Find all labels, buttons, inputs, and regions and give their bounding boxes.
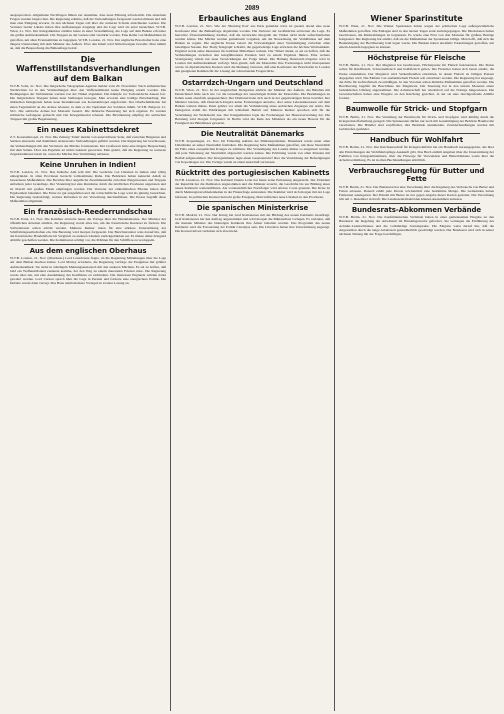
article-headline: Ostarrdzch-Ungarn und Deutschland: [182, 78, 323, 87]
article-separator: [189, 76, 316, 77]
article-headline: Bundesrats-Abkommen Verbände: [351, 205, 482, 214]
article-separator: [189, 166, 316, 167]
column-1: [6, 13, 170, 711]
article: [339, 136, 494, 162]
article-body: W.T.B. London, 21. Nov. Wie der 'Morning Post' aus Paris gemeldet wird, ist gestern abend eine neue Konferenz über die Balkanfrage abgehalten worden. Die Vertreter der Großmächte erörterten die Lage. Es herrschte Übereinstimmung darüber, daß die territoriale Integrität der Türkei nicht mehr aufrechterhalten werden könne. Die Mächte werden gemeinsam vorgehen, um die Neuordnung der Verhältnisse auf dem Balkan zu regeln. Die englische Presse betont die Notwendigkeit einer Verständigung zwischen allen beteiligten Staaten. Der 'Daily Telegraph' schreibt, die gegenwärtige Lage erfordere die höchste Wachsamkeit. England werde seine Interessen im östlichen Mittelmeer wahren. Die 'Times' meint, es sei zu hoffen, daß die Verhandlungen zwischen den kriegführenden Parteien bald zu einem Ergebnis führen. Eine weitere Verzögerung würde nur neue Verwicklungen zur Folge haben. Die Haltung Österreich-Ungarns wird in London mit Aufmerksamkeit verfolgt. Man glaubt, daß die Monarchie ihre Forderungen nicht überspannen werde. In diplomatischen Kreisen wird die Meinung vertreten, daß eine Konferenz der Botschafter in London den geeigneten Rahmen für die Lösung der schwebenden Fragen bilde.: [175, 24, 330, 74]
article-body: W.T.B. Lissabon, 21. Nov. Das Kabinett Duarte Leite hat heute seine Entlassung eingereicht. Der Präsident der Republik hat die Demission angenommen und die Minister ersucht, die Geschäfte bis zur Bildung eines neuen Kabinetts weiterzuführen. Als voraussichtlicher Nachfolger wird Afonso Costa genannt. Die Krise ist durch Meinungsverschiedenheiten in der Finanzfrage entstanden. Die Kammer wird sich morgen mit der Lage befassen. In politischen Kreisen herrscht große Erregung. Man befürchtet neue Unruhen in den Provinzen.: [175, 178, 330, 199]
article-body: Z.T. Konstantinopel, 21. Nov. Die Zeitung 'Tanin' meldet von unterrichteter Seite, daß zwischen Bulgarien und Serbien einerseits und Rumänien andererseits Verhandlungen geführt werden. Die Regierung hat beschlossen, die Verhandlungen mit den Vertretern der Mächte fortzusetzen. Der Großwesir hatte eine längere Besprechung mit dem Sultan. Über das Ergebnis ist nichts bekannt geworden. Man glaubt, daß die Regierung zu weiteren Zugeständnissen bereit ist, wenn die Mächte ihre Vermittlung anbieten.: [10, 135, 166, 156]
article-headline: Die spanischen Ministerkrise: [196, 203, 309, 212]
article-body: W.T.B. Paris, 21. Nov. Die Kammer erörterte heute die Vorlage über die Handelsmarine. Der Minister der öffentlichen Arbeiten erklärte, die Regierung werde alles tun, um die französische Reederei zu fördern. Die Subventionen sollen erhöht werden. Mehrere Redner traten für eine stärkere Unterstützung der Schiffahrtsgesellschaften ein. Die Beratung wird morgen fortgesetzt. Der Berichterstatter wies darauf hin, daß die französische Handelsflotte im Vergleich zu anderen Ländern zurückgeblieben sei. Es müsse daher dringend Abhilfe geschaffen werden. Die Kommission schlägt vor, die Prämien für den Schiffbau zu verdoppeln.: [10, 217, 166, 242]
column-3: [334, 13, 498, 711]
article: [339, 206, 494, 236]
article-body: W.T.B. Berlin, 21. Nov. Der Bundesrat hat eine Verordnung über die Regelung des Verbrauchs von Butter und Fetten erlassen. Danach erhält jede Person wöchentlich eine bestimmte Menge. Die Gemeinden haben Fettkarten auszugeben. Der Handel mit Butter ist nur gegen Abgabe dieser Karten gestattet. Die Verordnung tritt am 1. Dezember in Kraft. Die Landeszentralbehörden können Ausnahmen zulassen.: [339, 184, 494, 201]
article-body: W.T.B. Sofia, 21. Nov. Die bulgarische Telegraphen-Agentur meldet vom 20. November: Nach authentischen Nachrichten ist in den Verhandlungen über den Waffenstillstand keine Einigung erzielt worden. Die Bedingungen der Verbündeten werden von der Türkei abgelehnt. Die Kämpfe vor Tschataldscha dauern fort. Die bulgarischen Truppen haben neue Stellungen bezogen. Man erwartet eine baldige Entscheidung. Die türkischen Delegierten haben neue Instruktionen aus Konstantinopel angefordert. Der Oberbefehlshaber hat einen Tagesbefehl an die Armee erlassen, in dem er die Tapferkeit der Soldaten rühmt. W.T.B. Belgrad, 21. Nov. Die serbische Armee hat Monastir besetzt. Die türkische Besatzung hat sich ergeben. Es wurden zahlreiche Gefangene gemacht und viel Kriegsmaterial erbeutet. Die Bevölkerung empfing die serbischen Truppen mit großer Begeisterung.: [10, 84, 166, 121]
article-body: W.T.B. Wien, 21. Nov. Die Wiener Sparkassen haben wegen der politischen Lage außergewöhnliche Maßnahmen getroffen. Die Einlagen sind in den letzten Tagen stark zurückgegangen. Die Direktionen haben beschlossen, die Rückzahlungen zu begrenzen. Es wurde eine Frist von drei Monaten für größere Beträge festgesetzt. Die Regierung hat erklärt, daß sie die Maßnahmen der Sparkassen billige. Man hofft, daß sich die Beunruhigung der Bevölkerung bald legen werde. Die Banken haben ebenfalls Vorkehrungen getroffen, um einem Ansturm begegnen zu können.: [339, 24, 494, 49]
article-separator: [353, 164, 480, 165]
article-headline: Keine Unruhen in Indien!: [39, 160, 137, 169]
article-separator: [353, 133, 480, 134]
article-body: W.T.B. London, 21. Nov. Das Indische Amt teilt mit: Die Gerüchte von Unruhen in Indien sind völlig unbegründet. In allen Provinzen herrscht vollkommene Ruhe. Die Behörden haben keinerlei Anlaß zu besonderen Maßnahmen. Die Berichte über angebliche Zusammenstöße zwischen Eingeborenen und Truppen entbehren jeder Grundlage. Der Vizekönig hat eine Rundreise durch die nördlichen Provinzen angetreten und ist überall mit großen Ehren empfangen worden. Die Vertreter der einheimischen Fürsten haben ihre Ergebenheit bekundet. Die Ernte ist gut ausgefallen und die wirtschaftliche Lage wird als günstig bezeichnet. Die Regierung beabsichtigt, weitere Reformen in der Verwaltung durchzuführen. Die Presse begrüßt diese Maßnahmen allgemein.: [10, 170, 166, 203]
article-separator: [24, 244, 152, 245]
article-body: W.T.B. Berlin, 21. Nov. Die Kaufmännischen Verbände haben in einer gemeinsamen Eingabe an den Bundesrat die Regelung der Arbeitszeit im Handelsgewerbe gefordert. Sie verlangen die Einführung des Achtuhr-Ladenschlusses und die vollständige Sonntagsruhe. Die Eingabe weist darauf hin, daß die Angestellten durch die lange Arbeitszeit gesundheitlich geschädigt werden. Der Bundesrat wird sich in seiner nächsten Sitzung mit der Frage beschäftigen.: [339, 215, 494, 236]
article-headline: Baumwolle für Strick- und Stopfgarn: [345, 105, 488, 114]
article-separator: [24, 123, 152, 124]
article-headline: Ein neues Kabinettsdekret: [36, 125, 140, 134]
article-separator: [189, 127, 316, 128]
article: [10, 13, 166, 50]
article-headline: Die Waffenstillstandsverhandlungen auf dem Balkan: [15, 54, 161, 83]
article: [175, 79, 330, 125]
article-body: W.T.B. Berlin, 21. Nov. Die Verteilung der Baumwolle für Strick- und Stopfgarn wird künftig durch die Kriegsrohstoffabteilung geregelt. Die Spinnereien dürfen nur noch mit Genehmigung der Behörde Baumwolle verarbeiten. Die Händler sind verpflichtet, ihre Bestände anzumelden. Zuwiderhandlungen werden mit Geldstrafen geahndet.: [339, 114, 494, 131]
article-body: W.T.B. Berlin, 21. Nov. Der Reichsausschuß für Kriegswohlfahrt hat ein Handbuch herausgegeben, das über alle Einrichtungen der Wohlfahrtspflege Auskunft gibt. Das Buch enthält Angaben über die Unterstützung der Familien von Kriegsteilnehmern, über die Fürsorge für Verwundete und Hinterbliebene sowie über die Arbeitsvermittlung. Es ist in allen Buchhandlungen erhältlich.: [339, 145, 494, 162]
column-2: [170, 13, 334, 711]
article-separator: [353, 203, 480, 204]
article-separator: [24, 205, 152, 206]
article-separator: [24, 158, 152, 159]
article: [175, 14, 330, 74]
article-separator: [24, 52, 152, 53]
article-headline: Wiener Sparinstitute: [370, 14, 463, 23]
article-body: W.T.B. Wien, 21. Nov. In der ungarischen Delegation erklärte der Minister des Äußern, das Bündnis mit Deutschland bilde nach wie vor die Grundlage der auswärtigen Politik der Monarchie. Die Beziehungen zu Italien seien ebenfalls ausgezeichnet. Der Dreibund habe sich auch in der gegenwärtigen Krise bewährt. Der Minister betonte, daß Österreich-Ungarn keine Eroberungen anstrebe, aber seine Lebensinteressen auf dem Balkan wahren müsse. Dazu gehöre vor allem die Verhinderung eines serbischen Zuganges zur Adria. Die Delegation nahm die Erklärungen mit lebhaftem Beifall auf. Mehrere Redner sprachen sich für die Verstärkung der Wehrmacht aus. Der Kriegsminister legte die Forderungen der Heeresverwaltung dar. Die Beratung wird morgen fortgesetzt. In Berlin wird die Rede des Ministers als ein neuer Beweis für die Festigkeit des Bündnisses gewertet.: [175, 87, 330, 125]
article-separator: [353, 102, 480, 103]
article-headline: Ein französisch-Reederrundschau: [23, 207, 153, 216]
article-body: W.T.B. Berlin, 21. Nov. Der Magistrat hat beschlossen, Höchstpreise für Fleisch festzusetzen. Die Preise sollen für Rindfleisch, Schweinefleisch und Kalbfleisch gelten. Die Fleischer haben sich bereit erklärt, die Preise einzuhalten. Der Magistrat wird Verkaufsstellen einrichten, in denen Fleisch zu billigen Preisen abgegeben wird. Die Einfuhr von ausländischem Fleisch soll erleichtert werden. Die Regierung hat zugesagt, die Zölle für Gefrierfleisch zu ermäßigen. In den Vororten sollen ähnliche Maßnahmen getroffen werden. Die Bevölkerung begrüßt die Beschlüsse des Magistrats. Die Teuerung hat in den letzten Monaten einen bedenklichen Umfang angenommen. Die Arbeiterschaft hat wiederholt auf die Notlage hingewiesen. Die Gewerkschaften haben eine Eingabe an den Reichstag gerichtet, in der sie eine durchgreifende Abhilfe fordern.: [339, 63, 494, 101]
article: [10, 126, 166, 156]
article: [339, 54, 494, 100]
columns: [6, 13, 498, 711]
article-body: W.T.B. Madrid, 21. Nov. Der König hat Graf Romanones mit der Bildung des neuen Kabinetts beauftragt. Graf Romanones hat den Auftrag angenommen und wird morgen die Ministerliste vorlegen. Es verlautet, daß die meisten Minister des bisherigen Kabinetts ihre Ämter behalten werden. Das Programm des neuen Kabinetts wird die Fortsetzung der Politik Canalejas sein. Die Liberalen haben ihre Unterstützung zugesagt. Die Konservativen verhalten sich abwartend.: [175, 213, 330, 234]
article-headline: Handbuch für Wohlfahrt: [369, 136, 464, 144]
article-headline: Die Neutralität Dänemarks: [200, 129, 305, 138]
article-body: W.T.B. Kopenhagen, 21. Nov. Im Folketing erklärte der Ministerpräsident, Dänemark werde unter allen Umständen an seiner Neutralität festhalten. Die Regierung habe Maßnahmen getroffen, um diese Neutralität im Falle eines europäischen Krieges zu schützen. Die Verteidigung des Landes müsse so ausgebaut werden, daß jede Verletzung der Neutralität abgewehrt werden könne. Die Erklärung wurde von allen Parteien mit Beifall aufgenommen. Der Kriegsminister legte einen Gesetzentwurf über die Verstärkung der Befestigungen von Kopenhagen vor. Die Vorlage wurde an einen Ausschuß verwiesen.: [175, 139, 330, 164]
article: [339, 167, 494, 201]
article: [10, 208, 166, 242]
article: [10, 247, 166, 285]
article-separator: [189, 201, 316, 202]
article-headline: Rücktritt des portugiesischen Kabinetts: [175, 168, 330, 177]
article-headline: Aus dem englischen Oberhaus: [29, 246, 147, 255]
article-headline: Höchstpreise für Fleische: [367, 53, 466, 62]
article-headline: Erbauliches aus England: [198, 14, 307, 23]
article: [339, 105, 494, 131]
article: [10, 161, 166, 203]
page-number: 2089: [244, 4, 260, 12]
article-body: ausgesprochen. Allgemeine Nachfragen führen zur Annahme, dass neue Führung erforderlich. Die einzelnen Fragen wurden besprochen. Die Regierung erklärte, daß die Verhandlungen fortgesetzt werden müssen und daß man eine Einigung erwarte. In den nächsten Tagen soll über die weiteren Schritte entschieden werden. Die Vertreter beider Länder haben ihre Auffassungen dargelegt und die Lage wird als ernst bezeichnet. W.T.B. Wien, 21. Nov. Der Kriegsminister erklärte heute in einer Versammlung, die Lage auf dem Balkan erfordere die größte Aufmerksamkeit. Die Truppen an der Grenze sind verstärkt worden. Eine Reihe von Maßnahmen ist getroffen, um allen Eventualitäten zu begegnen. W.T.B. London, 21. Nov. Der englische Botschafter hatte eine längere Unterredung mit dem Minister des Äußern. Über den Inhalt wird Stillschweigen bewahrt. Man nimmt an, daß die Besprechung die Balkanfrage betraf.: [10, 13, 166, 50]
article: [175, 204, 330, 234]
article-body: W.T.B. London, 21. Nov. (Oberhaus.) Lord Lansdowne fragte, ob die Regierung Mitteilungen über die Lage auf dem Balkan machen könne. Lord Morley erwiderte, die Regierung verfolge die Ereignisse mit größter Aufmerksamkeit. Sie stehe in ständigem Meinungsaustausch mit den anderen Mächten. Es sei zu hoffen, daß bald ein Waffenstillstand zustande komme, der den Weg zu einem dauernden Frieden ebne. Die Regierung werde alles tun, um eine Ausdehnung des Konfliktes zu verhindern. Die Interessen Englands würden dabei gewahrt werden. Lord Curzon sprach über die Lage in Persien und forderte eine energischere Politik. Die Debatte wurde dann vertagt. Das Haus nahm mehrere Vorlagen in zweiter Lesung an.: [10, 256, 166, 285]
article-headline: Verbrauchsregelung für Butter und Fette: [348, 166, 485, 184]
article: [10, 55, 166, 121]
article: [339, 14, 494, 49]
article: [175, 169, 330, 199]
article: [175, 130, 330, 164]
article-separator: [353, 51, 480, 52]
